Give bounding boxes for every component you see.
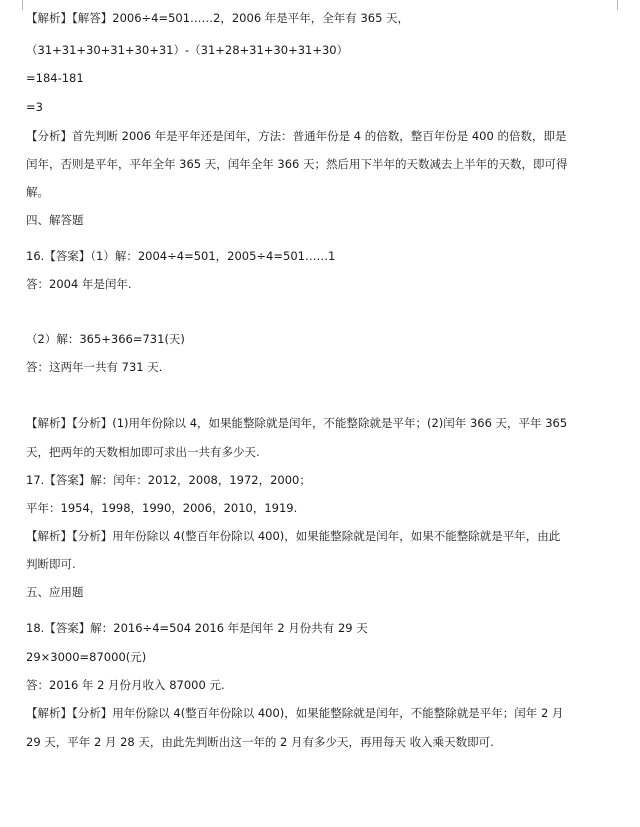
text-line: =3 (26, 100, 43, 114)
text-line: 17.【答案】解：闰年：2012，2008，1972，2000； (26, 473, 311, 487)
text-line: 答：这两年一共有 731 天. (26, 360, 163, 374)
text-line: 答：2004 年是闰年. (26, 277, 132, 291)
text-line: 29 天，平年 2 月 28 天，由此先判断出这一年的 2 月有多少天，再用每天 收入乘天数即可. (26, 735, 494, 749)
text-line: 【解析】【分析】用年份除以 4(整百年份除以 400)，如果能整除就是闰年，不能整除就是平年；闰年 2 月 (26, 706, 564, 720)
text-line: （31+31+30+31+30+31）-（31+28+31+30+31+30） (26, 43, 349, 57)
text-line: 解。 (26, 185, 49, 199)
text-line: 18.【答案】解：2016÷4=504 2016 年是闰年 2 月份共有 29 天 (26, 621, 368, 635)
text-line: 【解析】【分析】(1)用年份除以 4，如果能整除就是闰年，不能整除就是平年；(2)闰年 366 天，平年 365 (26, 416, 568, 430)
text-line: 【解析】【分析】用年份除以 4(整百年份除以 400)，如果能整除就是闰年，如果不能整除就是平年，由此 (26, 529, 561, 543)
page-corner-mark-left (12, 0, 23, 10)
page-corner-mark-right (617, 0, 628, 10)
section-heading: 四、解答题 (26, 213, 84, 227)
text-line: 平年：1954，1998，1990，2006，2010，1919. (26, 501, 298, 515)
text-line: 【分析】首先判断 2006 年是平年还是闰年，方法：普通年份是 4 的倍数，整百年份是 400 的倍数，即是 (26, 129, 567, 143)
text-line: 【解析】【解答】2006÷4=501……2，2006 年是平年，全年有 365 天， (26, 11, 410, 25)
text-line: 16.【答案】（1）解：2004÷4=501，2005÷4=501……1 (26, 249, 336, 263)
text-line: =184-181 (26, 71, 84, 85)
section-heading: 五、应用题 (26, 585, 84, 599)
text-line: 闰年，否则是平年，平年全年 365 天，闰年全年 366 天；然后用下半年的天数减去上半年的天数，即可得 (26, 157, 568, 171)
text-line: （2）解：365+366=731(天) (26, 332, 185, 346)
text-line: 答：2016 年 2 月份月收入 87000 元. (26, 678, 225, 692)
text-line: 天，把两年的天数相加即可求出一共有多少天. (26, 445, 260, 459)
text-line: 29×3000=87000(元) (26, 650, 147, 664)
text-line: 判断即可. (26, 557, 76, 571)
